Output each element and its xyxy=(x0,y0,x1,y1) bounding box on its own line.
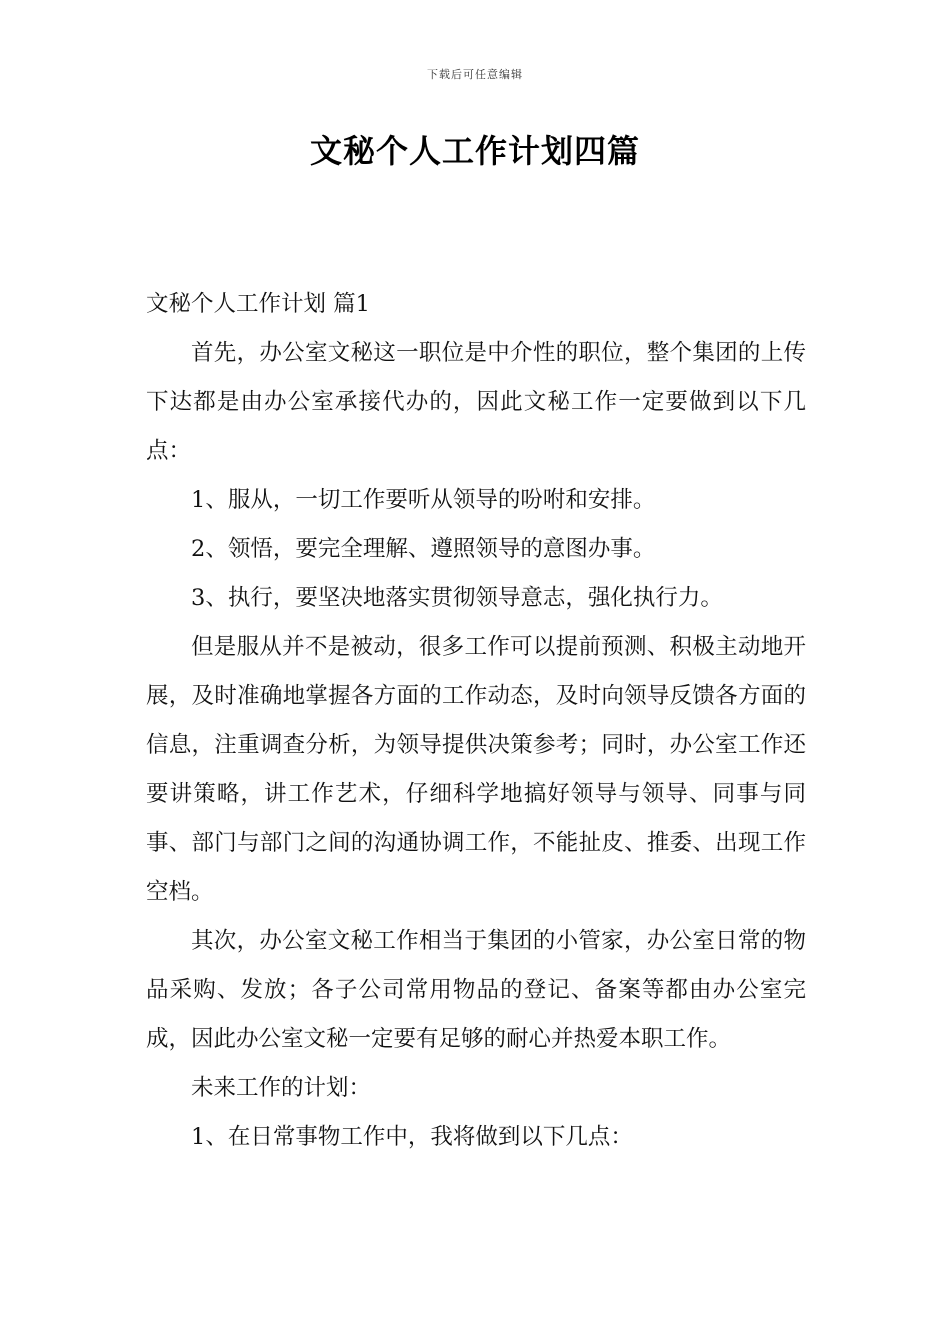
section-heading: 文秘个人工作计划 篇1 xyxy=(146,291,370,317)
paragraph-point-obey: 1、服从，一切工作要听从领导的吩咐和安排。 xyxy=(191,487,656,513)
paragraph-point-execute: 3、执行，要坚决地落实贯彻领导意志，强化执行力。 xyxy=(191,585,723,611)
paragraph-proactive: 但是服从并不是被动，很多工作可以提前预测、积极主动地开展，及时准确地掌握各方面的工作动态，及时向领导反馈各方面的信息，注重调查分析，为领导提供决策参考；同时，办公室工作还要讲策略，讲工作艺术，仔细科学地搞好领导与领导、同事与同事、部门与部门之间的沟通协调工作，不能扯皮、推委、出现工作空档。 xyxy=(146,634,806,905)
paragraph-point-understand: 2、领悟，要完全理解、遵照领导的意图办事。 xyxy=(191,536,656,562)
paragraph-daily-work: 1、在日常事物工作中，我将做到以下几点： xyxy=(191,1124,633,1150)
paragraph-housekeeping: 其次，办公室文秘工作相当于集团的小管家，办公室日常的物品采购、发放；各子公司常用物品的登记、备案等都由办公室完成，因此办公室文秘一定要有足够的耐心并热爱本职工作。 xyxy=(146,928,806,1052)
document-body xyxy=(146,280,806,1162)
paragraph-future-plan: 未来工作的计划： xyxy=(191,1075,372,1101)
page-header-note: 下载后可任意编辑 xyxy=(427,68,523,81)
paragraph-intro: 首先，办公室文秘这一职位是中介性的职位，整个集团的上传下达都是由办公室承接代办的，因此文秘工作一定要做到以下几点： xyxy=(146,340,806,464)
document-title: 文秘个人工作计划四篇 xyxy=(309,132,640,170)
